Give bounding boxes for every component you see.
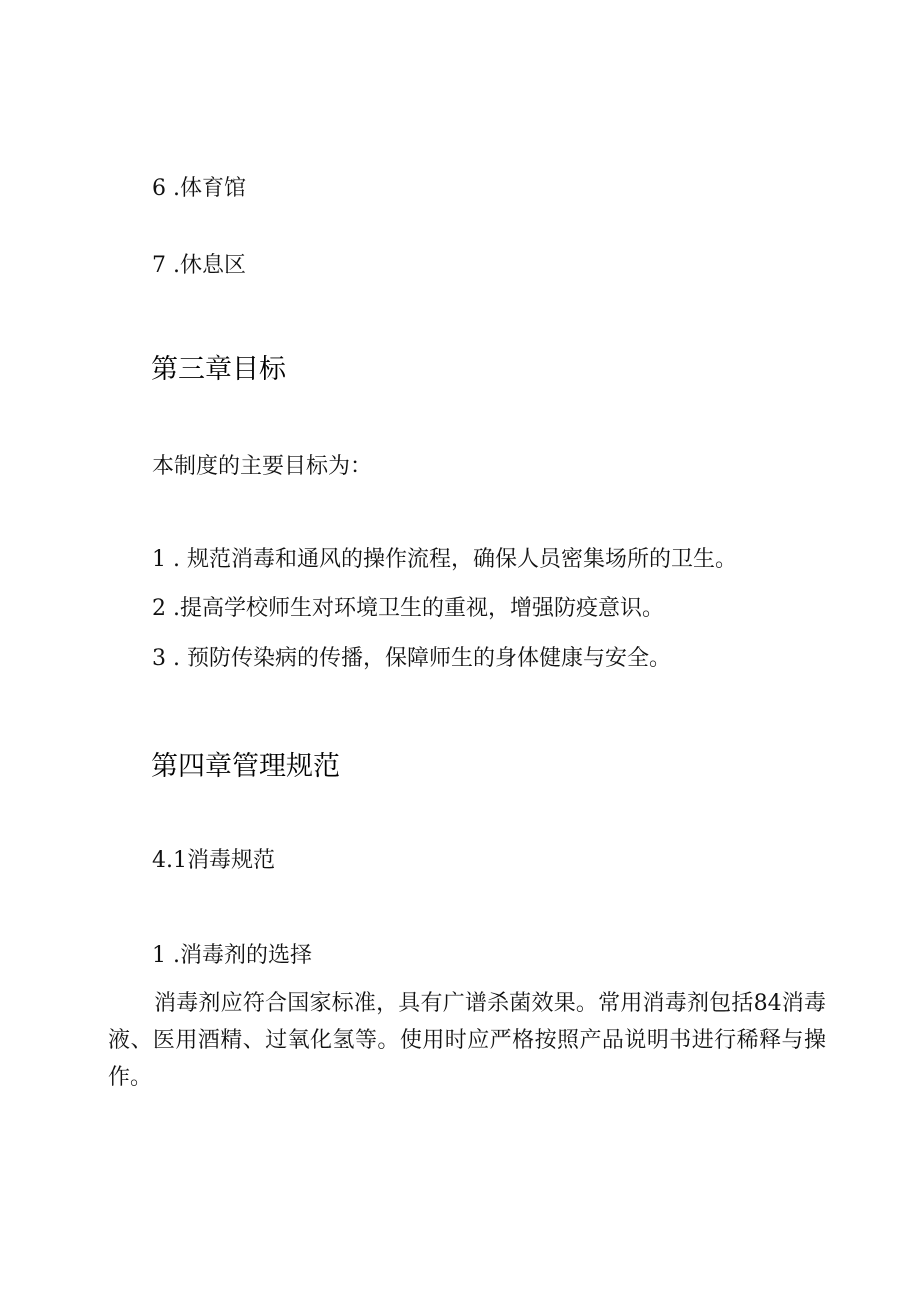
chapter-3-intro: 本制度的主要目标为： [152, 454, 373, 479]
chapter-4-heading: 第四章管理规范 [151, 751, 340, 782]
goal-item-2: 2 .提高学校师生对环境卫生的重视，增强防疫意识。 [152, 596, 664, 621]
goal-item-1: 1 . 规范消毒和通风的操作流程，确保人员密集场所的卫生。 [152, 547, 737, 572]
section-4-1-heading: 4.1消毒规范 [152, 848, 275, 873]
goal-item-3: 3 . 预防传染病的传播，保障师生的身体健康与安全。 [152, 646, 671, 671]
chapter-3-heading: 第三章目标 [151, 354, 286, 385]
subsection-disinfectant-selection: 1 .消毒剂的选择 [152, 943, 312, 968]
list-item-gymnasium: 6 .体育馆 [152, 176, 246, 201]
disinfectant-paragraph: 消毒剂应符合国家标准，具有广谱杀菌效果。常用消毒剂包括84消毒液、医用酒精、过氧化氢等。使用时应严格按照产品说明书进行稀释与操作。 [108, 991, 826, 1090]
list-item-rest-area: 7 .休息区 [152, 253, 246, 278]
